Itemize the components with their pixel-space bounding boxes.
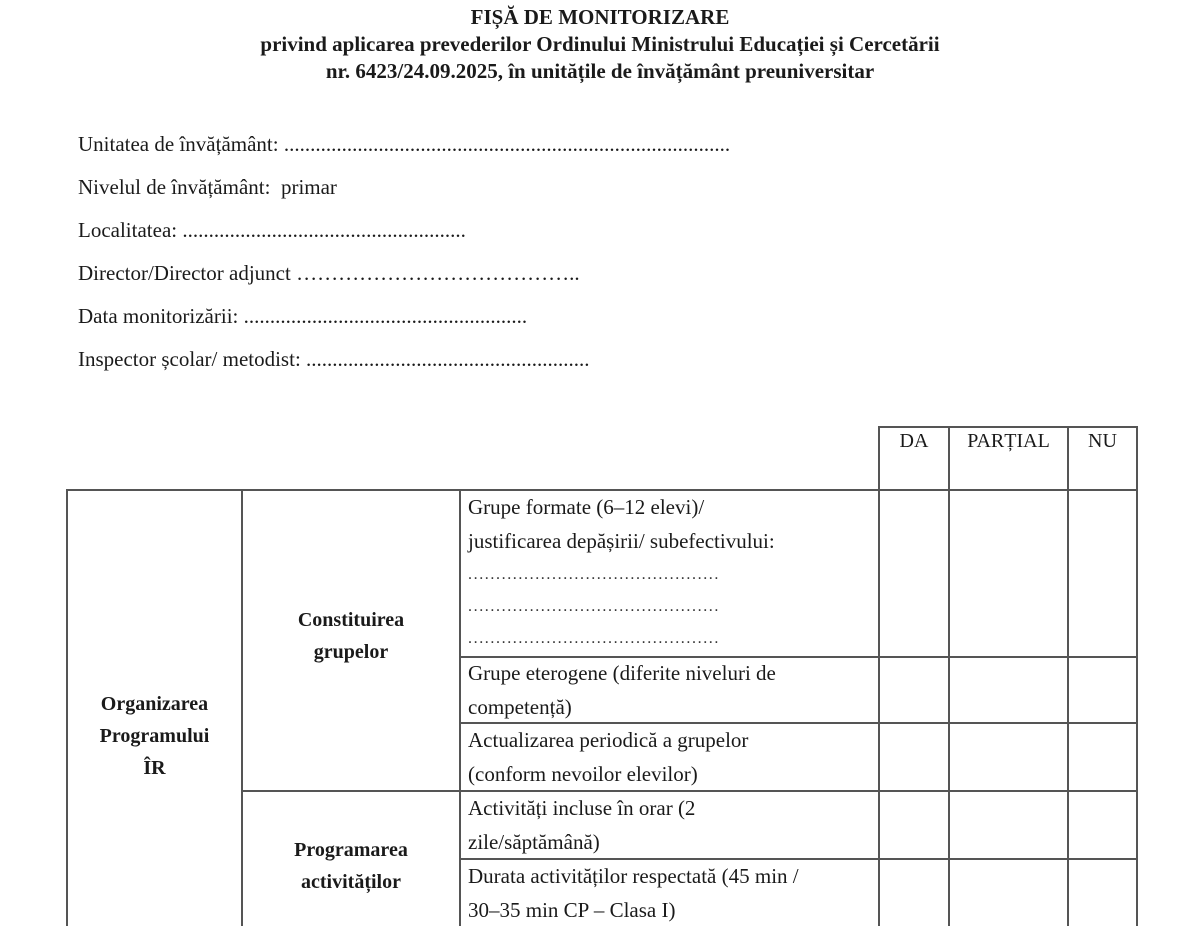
field-value-unitatea[interactable]: ..................................................................................... bbox=[283, 132, 731, 156]
answer-cell-nu-row1[interactable] bbox=[1069, 491, 1136, 656]
criterion-line: competență) bbox=[468, 695, 572, 719]
criterion-line: justificarea depășirii/ subefectivului: bbox=[468, 529, 775, 553]
field-label: Inspector școlar/ metodist: bbox=[78, 347, 301, 371]
document-subtitle-line1: privind aplicarea prevederilor Ordinului Ministrului Educației și Cercetării bbox=[260, 32, 940, 56]
table-border bbox=[1136, 426, 1138, 926]
criterion-activitati-in-orar bbox=[468, 791, 695, 859]
field-value-inspector[interactable]: ...................................................... bbox=[306, 347, 590, 371]
criterion-line: 30–35 min CP – Clasa I) bbox=[468, 898, 676, 922]
document-subtitle-line2: nr. 6423/24.09.2025, în unitățile de învățământ preuniversitar bbox=[325, 59, 875, 83]
field-label: Localitatea: bbox=[78, 218, 178, 242]
justification-line-1[interactable]: ............................................. bbox=[468, 566, 720, 583]
document-title: FIȘĂ DE MONITORIZARE bbox=[470, 5, 730, 29]
answer-cell-partial-row2[interactable] bbox=[950, 658, 1067, 722]
field-value-director[interactable]: ………………………………….. bbox=[296, 261, 580, 285]
criterion-line: Grupe formate (6–12 elevi)/ bbox=[468, 495, 705, 519]
section-label-line: Organizarea bbox=[100, 693, 209, 715]
criterion-line: zile/săptămână) bbox=[468, 830, 600, 854]
section-label-line: Programului bbox=[99, 725, 210, 747]
field-value-localitatea[interactable]: ...................................................... bbox=[182, 218, 466, 242]
justification-line-2[interactable]: ............................................. bbox=[468, 598, 720, 615]
table-border bbox=[459, 489, 461, 926]
criterion-grupe-formate bbox=[468, 490, 775, 558]
criterion-durata-activitatilor bbox=[468, 859, 799, 927]
field-director bbox=[78, 260, 580, 286]
answer-cell-nu-row2[interactable] bbox=[1069, 658, 1136, 722]
answer-cell-da-row1[interactable] bbox=[880, 491, 948, 656]
criterion-line: Actualizarea periodică a grupelor bbox=[468, 728, 749, 752]
criterion-line: Grupe eterogene (diferite niveluri de bbox=[468, 661, 776, 685]
criterion-grupe-eterogene bbox=[468, 656, 776, 724]
field-unitatea bbox=[78, 131, 730, 157]
field-label: Director/Director adjunct bbox=[78, 261, 291, 285]
column-header-nu: NU bbox=[1088, 430, 1117, 452]
justification-line-3[interactable]: ............................................. bbox=[468, 630, 720, 647]
answer-cell-da-row3[interactable] bbox=[880, 724, 948, 790]
section-label-line: ÎR bbox=[143, 757, 166, 779]
answer-cell-da-row2[interactable] bbox=[880, 658, 948, 722]
group-programarea-activitatilor bbox=[243, 834, 459, 898]
criterion-line: (conform nevoilor elevilor) bbox=[468, 762, 698, 786]
group-label-line: Constituirea bbox=[297, 609, 405, 631]
column-header-partial: PARȚIAL bbox=[967, 430, 1050, 452]
field-nivelul bbox=[78, 174, 337, 200]
criterion-actualizarea-periodica bbox=[468, 723, 748, 791]
answer-cell-nu-row4[interactable] bbox=[1069, 792, 1136, 858]
group-label-line: activităților bbox=[301, 871, 401, 893]
field-label: Nivelul de învățământ: bbox=[78, 175, 271, 199]
answer-cell-partial-row3[interactable] bbox=[950, 724, 1067, 790]
answer-cell-nu-row5[interactable] bbox=[1069, 860, 1136, 926]
answer-cell-da-row5[interactable] bbox=[880, 860, 948, 926]
answer-cell-partial-row5[interactable] bbox=[950, 860, 1067, 926]
group-constituirea-grupelor bbox=[243, 604, 459, 668]
field-value-nivelul[interactable]: primar bbox=[280, 175, 337, 199]
field-label: Unitatea de învățământ: bbox=[78, 132, 279, 156]
answer-cell-partial-row4[interactable] bbox=[950, 792, 1067, 858]
field-inspector bbox=[78, 346, 590, 372]
field-data-monitorizarii bbox=[78, 303, 527, 329]
field-label: Data monitorizării: bbox=[78, 304, 239, 328]
field-value-data[interactable]: ...................................................... bbox=[243, 304, 528, 328]
section-organizarea-programului bbox=[68, 688, 241, 784]
criterion-line: Durata activităților respectată (45 min / bbox=[468, 864, 799, 888]
field-localitatea bbox=[78, 217, 466, 243]
answer-cell-partial-row1[interactable] bbox=[950, 491, 1067, 656]
group-label-line: grupelor bbox=[313, 641, 389, 663]
group-label-line: Programarea bbox=[294, 839, 408, 861]
criterion-line: Activități incluse în orar (2 bbox=[468, 796, 696, 820]
column-header-da: DA bbox=[899, 430, 929, 452]
answer-cell-nu-row3[interactable] bbox=[1069, 724, 1136, 790]
answer-cell-da-row4[interactable] bbox=[880, 792, 948, 858]
